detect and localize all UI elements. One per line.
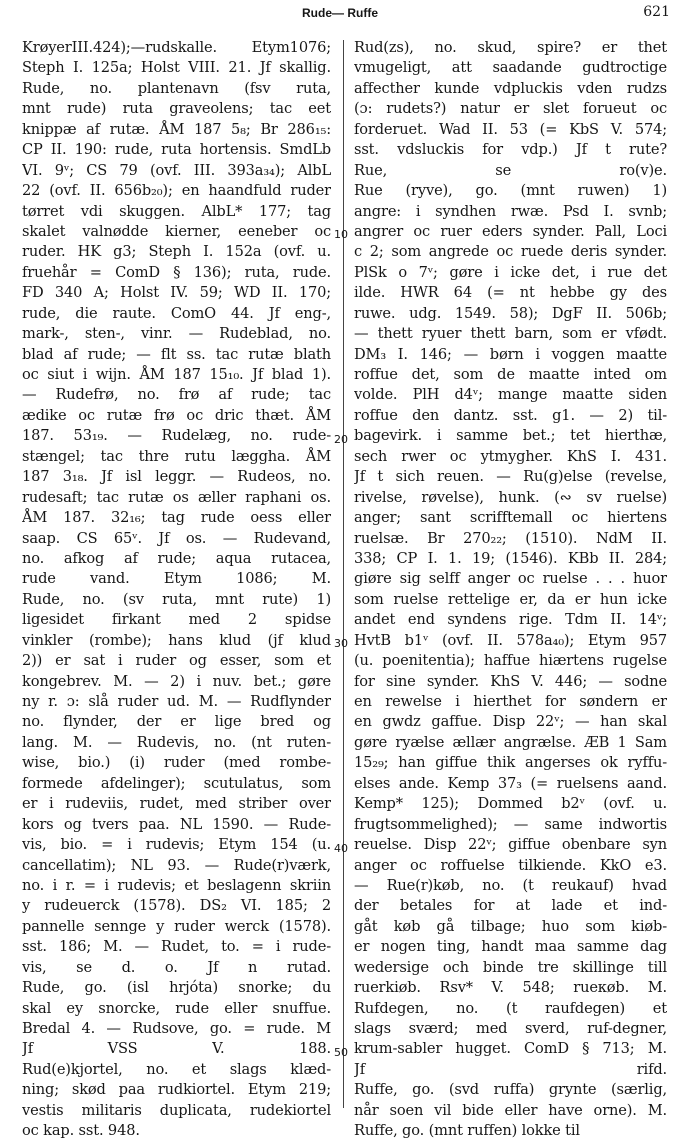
text-line: Rue (ryve), go. (mnt ruwen) 1) — [354, 182, 667, 200]
line-number: 30 — [334, 637, 348, 651]
text-line: ruelsæ. Br 270₂₂; (1510). NdM II. — [354, 529, 667, 547]
text-line: skal ey snorcke, rude eller snuffue. — [22, 999, 331, 1017]
text-line: Rud(e)kjortel, no. et slags klæd- — [22, 1060, 331, 1078]
text-line: gåt køb gå tilbage; huo som kiøb- — [354, 917, 667, 935]
text-line: y rudeuerck (1578). DS₂ VI. 185; 2 — [22, 897, 331, 915]
text-line: affecther kunde vdpluckis vden rudzs — [354, 79, 667, 97]
text-line: no. afkog af rude; aqua rutacea, — [22, 549, 331, 567]
text-line: ligesidet firkant med 2 spidse — [22, 611, 331, 629]
text-line: ilde. HWR 64 (= nt hebbe gy des — [354, 284, 667, 302]
text-line: (ɔ: rudets?) natur er slet forueut oc — [354, 100, 667, 118]
text-line: giøre sig selff anger oc ruelse . . . huor — [354, 570, 667, 588]
text-line: 2)) er sat i ruder og esser, som et — [22, 652, 331, 670]
text-line: formede afdelinger); scutulatus, som — [22, 774, 331, 792]
text-line: fruehår = ComD § 136); ruta, rude. — [22, 263, 331, 281]
text-line: krum-sabler hugget. ComD § 713; M. — [354, 1040, 667, 1058]
text-line: HvtB b1ᵛ (ovf. II. 578a₄₀); Etym 957 — [354, 631, 667, 649]
text-line: Kemp* 125); Dommed b2ᵛ (ovf. u. — [354, 795, 667, 813]
text-line: ruerkiøb. Rsv* V. 548; rueкøb. M. — [354, 979, 667, 997]
running-title: Rude— Ruffe — [302, 6, 378, 20]
text-line: no. i r. = i rudevis; et beslagenn skriin — [22, 876, 331, 894]
line-number: 20 — [334, 432, 348, 446]
text-line: 187 3₁₈. Jf isl leggr. — Rudeos, no. — [22, 468, 331, 486]
text-line: roffue den dantz. sst. g1. — 2) til- — [354, 406, 667, 424]
text-line: cancellatim); NL 93. — Rude(r)værk, — [22, 856, 331, 874]
text-line: 338; CP I. 1. 19; (1546). KBb II. 284; — [354, 549, 667, 567]
line-number: 50 — [334, 1046, 348, 1060]
text-line: 15₂₉; han giffue thik angerses ok ryffu- — [354, 754, 667, 772]
text-line: Rude, go. (isl hrjóta) snorke; du — [22, 979, 331, 997]
text-line: 22 (ovf. II. 656b₂₀); en haandfuld ruder — [22, 182, 331, 200]
text-line: reuelse. Disp 22ᵛ; giffue obenbare syn — [354, 836, 667, 854]
text-line: Rud(zs), no. skud, spire? er thet — [354, 39, 667, 56]
text-line: — Rudefrø, no. frø af rude; tac — [22, 386, 331, 404]
text-line: PlSk o 7ᵛ; gøre i icke det, i rue det — [354, 263, 667, 281]
text-line: blad af rude; — flt ss. tac rutæ blath — [22, 345, 331, 363]
text-line: rudesaft; tac rutæ os æller raphani os. — [22, 488, 331, 506]
text-line: er nogen ting, handt maa samme dag — [354, 938, 667, 956]
text-line: c 2; som angrede oc ruede deris synder. — [354, 243, 667, 261]
text-line: angre: i syndhen rwæ. Psd I. svnb; — [354, 202, 667, 220]
text-line: vis, bio. = i rudevis; Etym 154 (u. — [22, 836, 331, 854]
text-line: sech rwer oc ytmygher. KhS I. 431. — [354, 447, 667, 465]
text-line: ny r. ɔ: slå ruder ud. M. — Rudflynder — [22, 693, 331, 710]
text-line: DM₃ I. 146; — børn i voggen maatte — [354, 345, 667, 363]
text-line: gøre ryælse ællær angrælse. ÆB 1 Sam — [354, 733, 667, 751]
text-line: tørret vdi skuggen. AlbL* 177; tag — [22, 202, 331, 220]
right-column — [354, 38, 667, 1140]
text-line: når soen vil bide eller have orne). M. — [354, 1101, 667, 1119]
text-line: ruwe. udg. 1549. 58); DgF II. 506b; — [354, 304, 667, 322]
text-line: saap. CS 65ᵛ. Jf os. — Rudevand, — [22, 529, 331, 547]
text-line: Ruffe, go. (svd ruffa) grynte (særlig, — [354, 1081, 667, 1099]
text-line: oc kap. sst. 948. — [22, 1122, 140, 1140]
text-line: — thett ryuer thett barn, som er vfødt. — [354, 325, 667, 343]
text-line: mark-, sten-, vinr. — Rudeblad, no. — [22, 325, 331, 343]
text-line: Rufdegen, no. (t raufdegen) et — [354, 999, 667, 1017]
text-line: en rewelse i hierthet for søndern er — [354, 693, 667, 710]
text-line: knippæ af rutæ. ÅM 187 5₈; Br 286₁₅: — [22, 120, 331, 138]
line-number: 10 — [334, 228, 348, 242]
text-line: Bredal 4. — Rudsove, go. = rude. M — [22, 1020, 331, 1037]
text-line: rivelse, røvelse), hunk. (∾ sv ruelse) — [354, 488, 667, 506]
text-line: rude, die raute. ComO 44. Jf eng-, — [22, 304, 331, 322]
text-line: roffue det, som de maatte inted om — [354, 366, 667, 383]
text-line: pannelle sennge y ruder werck (1578). — [22, 917, 331, 935]
text-line: KrøyerIII.424);—rudskalle. Etym1076; — [22, 39, 331, 56]
text-line: sst. vdsluckis for vdp.) Jf t rute? — [354, 141, 667, 159]
text-line: der betales for at lade et ind- — [354, 897, 667, 915]
text-line: Jf t sich reuen. — Ru(g)else (revelse, — [354, 468, 667, 486]
text-line: vestis militaris duplicata, rudekiortel — [22, 1101, 331, 1119]
text-line: forderuet. Wad II. 53 (= KbS V. 574; — [354, 120, 667, 138]
line-number: 40 — [334, 841, 348, 855]
page-number: 621 — [643, 4, 670, 20]
text-line: mnt rude) ruta graveolens; tac eet — [22, 100, 331, 118]
text-line: Jf rifd. — [354, 1060, 667, 1078]
text-line: sst. 186; M. — Rudet, to. = i rude- — [22, 938, 331, 956]
text-line: som ruelse rettelige er, da er hun icke — [354, 590, 667, 608]
text-line: wise, bio.) (i) ruder (med rombe- — [22, 754, 331, 772]
column-divider — [343, 40, 344, 1108]
text-line: vis, se d. o. Jf n rutad. — [22, 958, 331, 976]
text-line: for sine synder. KhS V. 446; — sodne — [354, 672, 667, 690]
text-line: Rue, se ro(v)e. — [354, 161, 667, 179]
text-line: — Rue(r)køb, no. (t reukauf) hvad — [354, 876, 667, 894]
left-column — [22, 38, 331, 1140]
text-line: ning; skød paa rudkiortel. Etym 219; — [22, 1081, 331, 1099]
text-line: elses ande. Kemp 37₃ (= ruelsens aand. — [354, 774, 667, 792]
text-line: ruder. HK g3; Steph I. 152a (ovf. u. — [22, 243, 331, 261]
text-line: andet end syndens rige. Tdm II. 14ᵛ; — [354, 611, 667, 629]
text-line: vmugeligt, att saadande gudtroctige — [354, 59, 667, 77]
text-line: frugtsommelighed); — same indwortis — [354, 815, 667, 833]
text-line: 187. 53₁₉. — Rudelæg, no. rude- — [22, 427, 331, 445]
text-line: FD 340 A; Holst IV. 59; WD II. 170; — [22, 284, 331, 302]
text-line: en gwdz gaffue. Disp 22ᵛ; — han skal — [354, 713, 667, 731]
text-line: vinkler (rombe); hans klud (jf klud — [22, 631, 331, 649]
text-line: slags sværd; med sverd, ruf-degner, — [354, 1020, 667, 1037]
text-line: skalet valnødde kierner, eeneber oc — [22, 222, 331, 240]
text-line: Ruffe, go. (mnt ruffen) lokke til — [354, 1122, 580, 1140]
text-line: CP II. 190: rude, ruta hortensis. SmdLb — [22, 141, 331, 159]
text-line: kongebrev. M. — 2) i nuv. bet.; gøre — [22, 672, 331, 690]
text-line: VI. 9ᵛ; CS 79 (ovf. III. 393a₃₄); AlbL — [22, 161, 331, 179]
text-line: anger; sant scrifftemall oc hiertens — [354, 509, 667, 527]
text-line: lang. M. — Rudevis, no. (nt ruten- — [22, 733, 331, 751]
text-line: angrer oc ruer eders synder. Pall, Loci — [354, 222, 667, 240]
text-line: wedersige och binde tre skillinge till — [354, 958, 667, 976]
text-line: no. flynder, der er lige bred og — [22, 713, 331, 731]
text-line: Rude, no. plantenavn (fsv ruta, — [22, 79, 331, 97]
text-line: oc siut i wijn. ÅM 187 15₁₀. Jf blad 1). — [22, 366, 331, 383]
text-line: stængel; tac thre rutu læggha. ÅM — [22, 447, 331, 465]
text-line: Rude, no. (sv ruta, mnt rute) 1) — [22, 590, 331, 608]
text-line: rude vand. Etym 1086; M. — [22, 570, 331, 588]
text-line: ædike oc rutæ frø oc dric thæt. ÅM — [22, 406, 331, 424]
text-line: anger oc roffuelse tilkiende. KkO e3. — [354, 856, 667, 874]
text-line: Jf VSS V. 188. — [22, 1040, 331, 1058]
text-line: er i rudeviis, rudet, med striber over — [22, 795, 331, 813]
text-line: kors og tvers paa. NL 1590. — Rude- — [22, 815, 331, 833]
text-line: ÅM 187. 32₁₆; tag rude oess eller — [22, 509, 331, 527]
text-line: (u. poenitentia); haffue hiærtens rugelse — [354, 652, 667, 670]
text-line: Steph I. 125a; Holst VIII. 21. Jf skallig. — [22, 59, 331, 77]
text-line: volde. PlH d4ᵛ; mange maatte siden — [354, 386, 667, 404]
page-header — [0, 0, 680, 30]
text-line: bagevirk. i samme bet.; tet hierthæ, — [354, 427, 667, 445]
